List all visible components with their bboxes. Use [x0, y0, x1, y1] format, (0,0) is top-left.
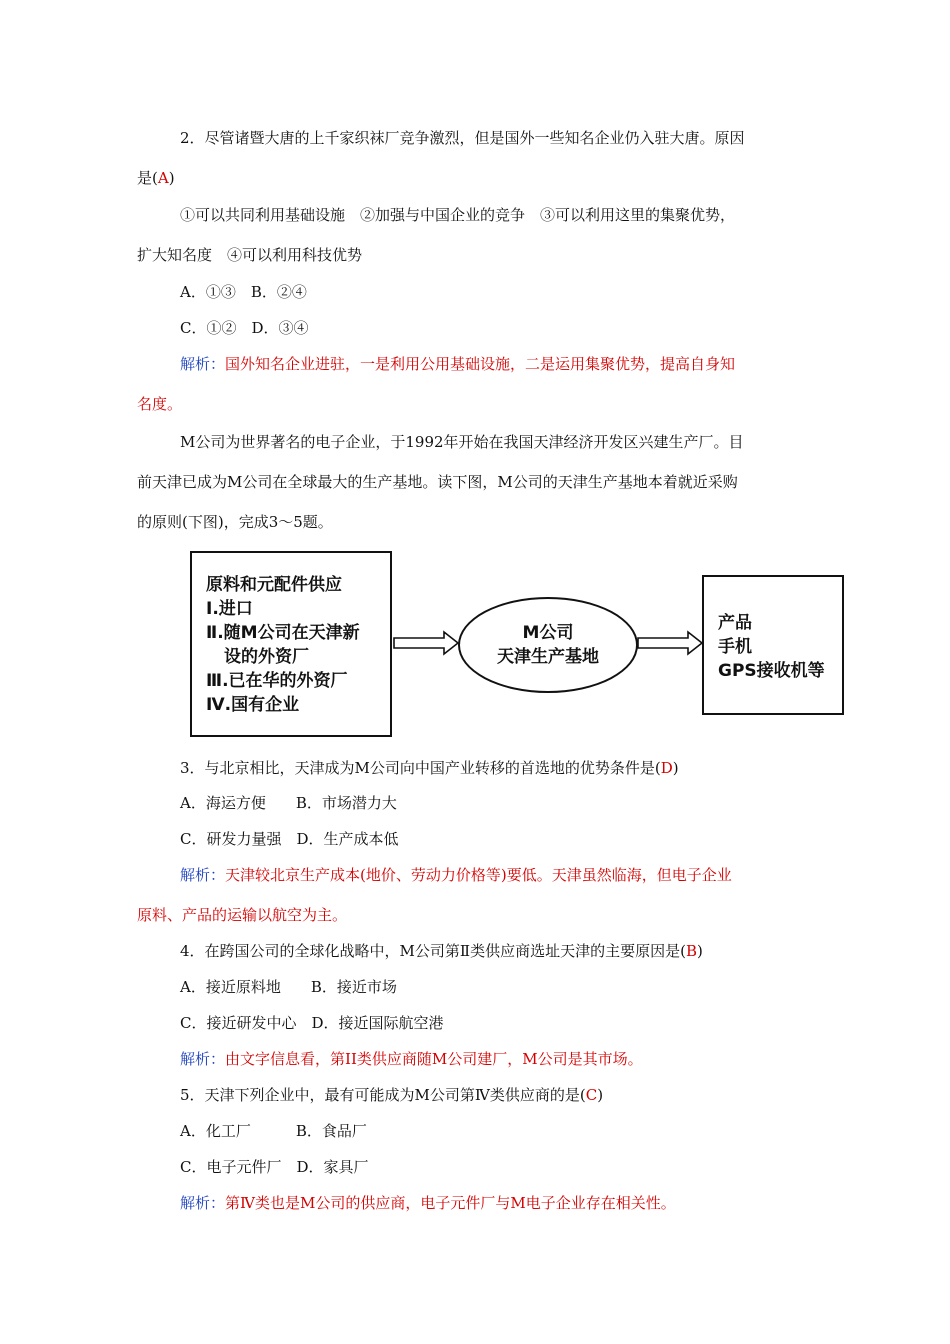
product-item-2: GPS接收机等 — [718, 661, 825, 681]
q2-stem-line2: 是(A) — [137, 169, 175, 187]
q3-explanation-line1: 解析：天津较北京生产成本(地价、劳动力价格等)要低。天津虽然临海，但电子企业 — [180, 866, 732, 884]
q4-choices-cd: C．接近研发中心 D．接近国际航空港 — [180, 1014, 444, 1032]
production-base-ellipse — [458, 597, 638, 693]
supply-item-3: Ⅲ.已在华的外资厂 — [206, 671, 348, 691]
q3-stem: 3．与北京相比，天津成为M公司向中国产业转移的首选地的优势条件是(D) — [180, 759, 679, 777]
supply-item-2-cont: 设的外资厂 — [224, 647, 309, 667]
q4-choices-ab: A．接近原料地 B．接近市场 — [180, 978, 397, 996]
q3-explanation-label: 解析： — [180, 866, 226, 884]
supply-box — [190, 551, 392, 737]
product-item-1: 手机 — [718, 637, 752, 657]
q3-explanation-line2: 原料、产品的运输以航空为主。 — [137, 906, 348, 924]
supply-chain-diagram — [172, 545, 850, 745]
q5-choices-cd: C．电子元件厂 D．家具厂 — [180, 1158, 369, 1176]
supply-item-2: Ⅱ.随M公司在天津新 — [206, 623, 360, 643]
center-label-2: 天津生产基地 — [497, 647, 599, 667]
q3-choices-cd: C．研发力量强 D．生产成本低 — [180, 830, 399, 848]
q5-answer: C — [585, 1086, 598, 1104]
q2-choices-ab: A．①③ B．②④ — [180, 283, 307, 301]
q2-options-line2: 扩大知名度 ④可以利用科技优势 — [137, 246, 363, 264]
q4-explanation-label: 解析： — [180, 1050, 226, 1068]
q2-options-line1: ①可以共同利用基础设施 ②加强与中国企业的竞争 ③可以利用这里的集聚优势， — [180, 206, 736, 224]
intro-line3: 的原则(下图)，完成3～5题。 — [137, 513, 333, 531]
q3-answer: D — [660, 759, 673, 777]
q2-choices-cd: C．①② D．③④ — [180, 319, 309, 337]
intro-line1: M公司为世界著名的电子企业，于1992年开始在我国天津经济开发区兴建生产厂。目 — [180, 433, 744, 451]
arrow-supply-to-base — [394, 632, 458, 654]
arrow-base-to-products — [638, 632, 702, 654]
product-title: 产品 — [718, 613, 752, 633]
q5-stem: 5．天津下列企业中，最有可能成为M公司第Ⅳ类供应商的是(C) — [180, 1086, 604, 1104]
q5-choices-ab: A．化工厂 B．食品厂 — [180, 1122, 367, 1140]
q2-answer: A — [157, 169, 169, 187]
q2-explanation-label: 解析： — [180, 355, 226, 373]
supply-title: 原料和元配件供应 — [206, 575, 342, 595]
supply-item-4: Ⅳ.国有企业 — [206, 695, 300, 715]
supply-item-1: Ⅰ.进口 — [206, 599, 253, 619]
q2-explanation-line1: 解析：国外知名企业进驻，一是利用公用基础设施，二是运用集聚优势，提高自身知 — [180, 355, 736, 373]
q4-answer: B — [685, 942, 697, 960]
q3-choices-ab: A．海运方便 B．市场潜力大 — [180, 794, 397, 812]
q5-explanation-label: 解析： — [180, 1194, 226, 1212]
q2-explanation-line2: 名度。 — [137, 395, 183, 413]
q2-stem-line1: 2．尽管诸暨大唐的上千家织袜厂竞争激烈，但是国外一些知名企业仍入驻大唐。原因 — [180, 129, 745, 147]
products-box — [702, 575, 844, 715]
q4-stem: 4．在跨国公司的全球化战略中，M公司第Ⅱ类供应商选址天津的主要原因是(B) — [180, 942, 703, 960]
center-label-1: M公司 — [522, 623, 574, 643]
intro-line2: 前天津已成为M公司在全球最大的生产基地。读下图，M公司的天津生产基地本着就近采购 — [137, 473, 738, 491]
q4-explanation-line1: 解析：由文字信息看，第II类供应商随M公司建厂，M公司是其市场。 — [180, 1050, 643, 1068]
q5-explanation-line1: 解析：第Ⅳ类也是M公司的供应商，电子元件厂与M电子企业存在相关性。 — [180, 1194, 676, 1212]
